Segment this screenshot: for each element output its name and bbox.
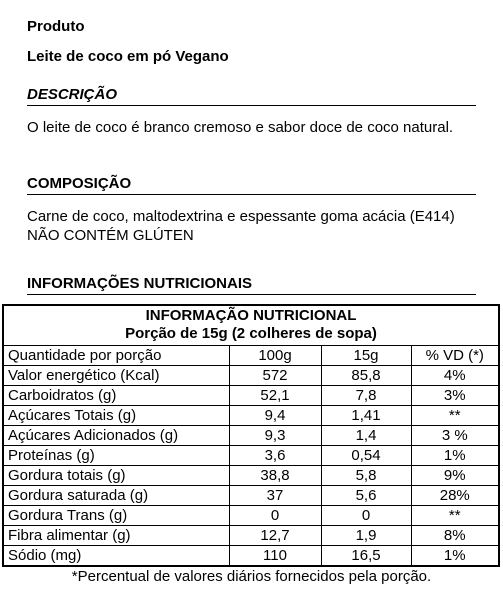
nutrient-name: Gordura totais (g) xyxy=(4,466,229,486)
nutrient-value: ** xyxy=(411,406,498,426)
table-row xyxy=(4,386,498,406)
nutrient-value: 9,3 xyxy=(229,426,321,446)
nutrient-value: 1% xyxy=(411,446,498,466)
table-row xyxy=(4,426,498,446)
nutrient-value: 4% xyxy=(411,366,498,386)
nutrition-table-portion: Porção de 15g (2 colheres de sopa) xyxy=(125,325,377,342)
nutrient-value: 0,54 xyxy=(321,446,411,466)
description-text: O leite de coco é branco cremoso e sabor doce de coco natural. xyxy=(27,119,454,136)
nutrient-value: 1,41 xyxy=(321,406,411,426)
nutrient-value: 5,8 xyxy=(321,466,411,486)
table-row xyxy=(4,486,498,506)
nutrient-value: 3% xyxy=(411,386,498,406)
nutrient-name: Sódio (mg) xyxy=(4,546,229,566)
nutrient-value: 7,8 xyxy=(321,386,411,406)
composition-ingredients: Carne de coco, maltodextrina e espessante goma acácia (E414) xyxy=(27,208,455,225)
nutrient-value: 5,6 xyxy=(321,486,411,506)
nutrient-value: 1,4 xyxy=(321,426,411,446)
nutrition-grid xyxy=(4,346,498,565)
nutrient-value: 0 xyxy=(321,506,411,526)
table-row xyxy=(4,446,498,466)
nutrient-value: 12,7 xyxy=(229,526,321,546)
nutrient-name: Fibra alimentar (g) xyxy=(4,526,229,546)
nutrient-value: 0 xyxy=(229,506,321,526)
nutrient-value: 52,1 xyxy=(229,386,321,406)
nutrition-table-title: INFORMAÇÃO NUTRICIONAL xyxy=(145,307,357,324)
nutrient-value: 8% xyxy=(411,526,498,546)
product-name: Leite de coco em pó Vegano xyxy=(27,48,229,65)
composition-heading: COMPOSIÇÃO xyxy=(27,175,476,195)
nutrient-name: Gordura saturada (g) xyxy=(4,486,229,506)
table-row xyxy=(4,366,498,386)
nutrient-value: ** xyxy=(411,506,498,526)
nutrient-value: 16,5 xyxy=(321,546,411,566)
nutrient-value: 3 % xyxy=(411,426,498,446)
table-row xyxy=(4,506,498,526)
nutrient-name: Açúcares Totais (g) xyxy=(4,406,229,426)
product-label: Produto xyxy=(27,18,85,35)
column-header: 100g xyxy=(229,346,321,366)
column-header: % VD (*) xyxy=(411,346,498,366)
nutrient-name: Valor energético (Kcal) xyxy=(4,366,229,386)
nutrient-value: 9,4 xyxy=(229,406,321,426)
nutrient-value: 85,8 xyxy=(321,366,411,386)
nutrient-name: Gordura Trans (g) xyxy=(4,506,229,526)
table-row xyxy=(4,406,498,426)
column-header: Quantidade por porção xyxy=(4,346,229,366)
composition-text xyxy=(27,207,476,245)
table-row xyxy=(4,526,498,546)
nutrition-heading: INFORMAÇÕES NUTRICIONAIS xyxy=(27,275,476,295)
composition-gluten: NÃO CONTÉM GLÚTEN xyxy=(27,227,194,244)
nutrient-name: Açúcares Adicionados (g) xyxy=(4,426,229,446)
nutrient-value: 28% xyxy=(411,486,498,506)
nutrition-table-header xyxy=(4,306,498,346)
description-heading: DESCRIÇÃO xyxy=(27,86,476,106)
nutrition-table xyxy=(2,304,500,567)
nutrient-value: 9% xyxy=(411,466,498,486)
nutrient-value: 110 xyxy=(229,546,321,566)
nutrient-name: Proteínas (g) xyxy=(4,446,229,466)
nutrient-value: 572 xyxy=(229,366,321,386)
table-footnote: *Percentual de valores diários fornecidos pela porção. xyxy=(71,568,432,585)
nutrient-value: 1,9 xyxy=(321,526,411,546)
nutrient-value: 37 xyxy=(229,486,321,506)
nutrient-value: 1% xyxy=(411,546,498,566)
nutrient-value: 38,8 xyxy=(229,466,321,486)
table-row xyxy=(4,466,498,486)
table-row xyxy=(4,546,498,566)
column-header: 15g xyxy=(321,346,411,366)
nutrient-name: Carboidratos (g) xyxy=(4,386,229,406)
table-header-row xyxy=(4,346,498,366)
nutrient-value: 3,6 xyxy=(229,446,321,466)
